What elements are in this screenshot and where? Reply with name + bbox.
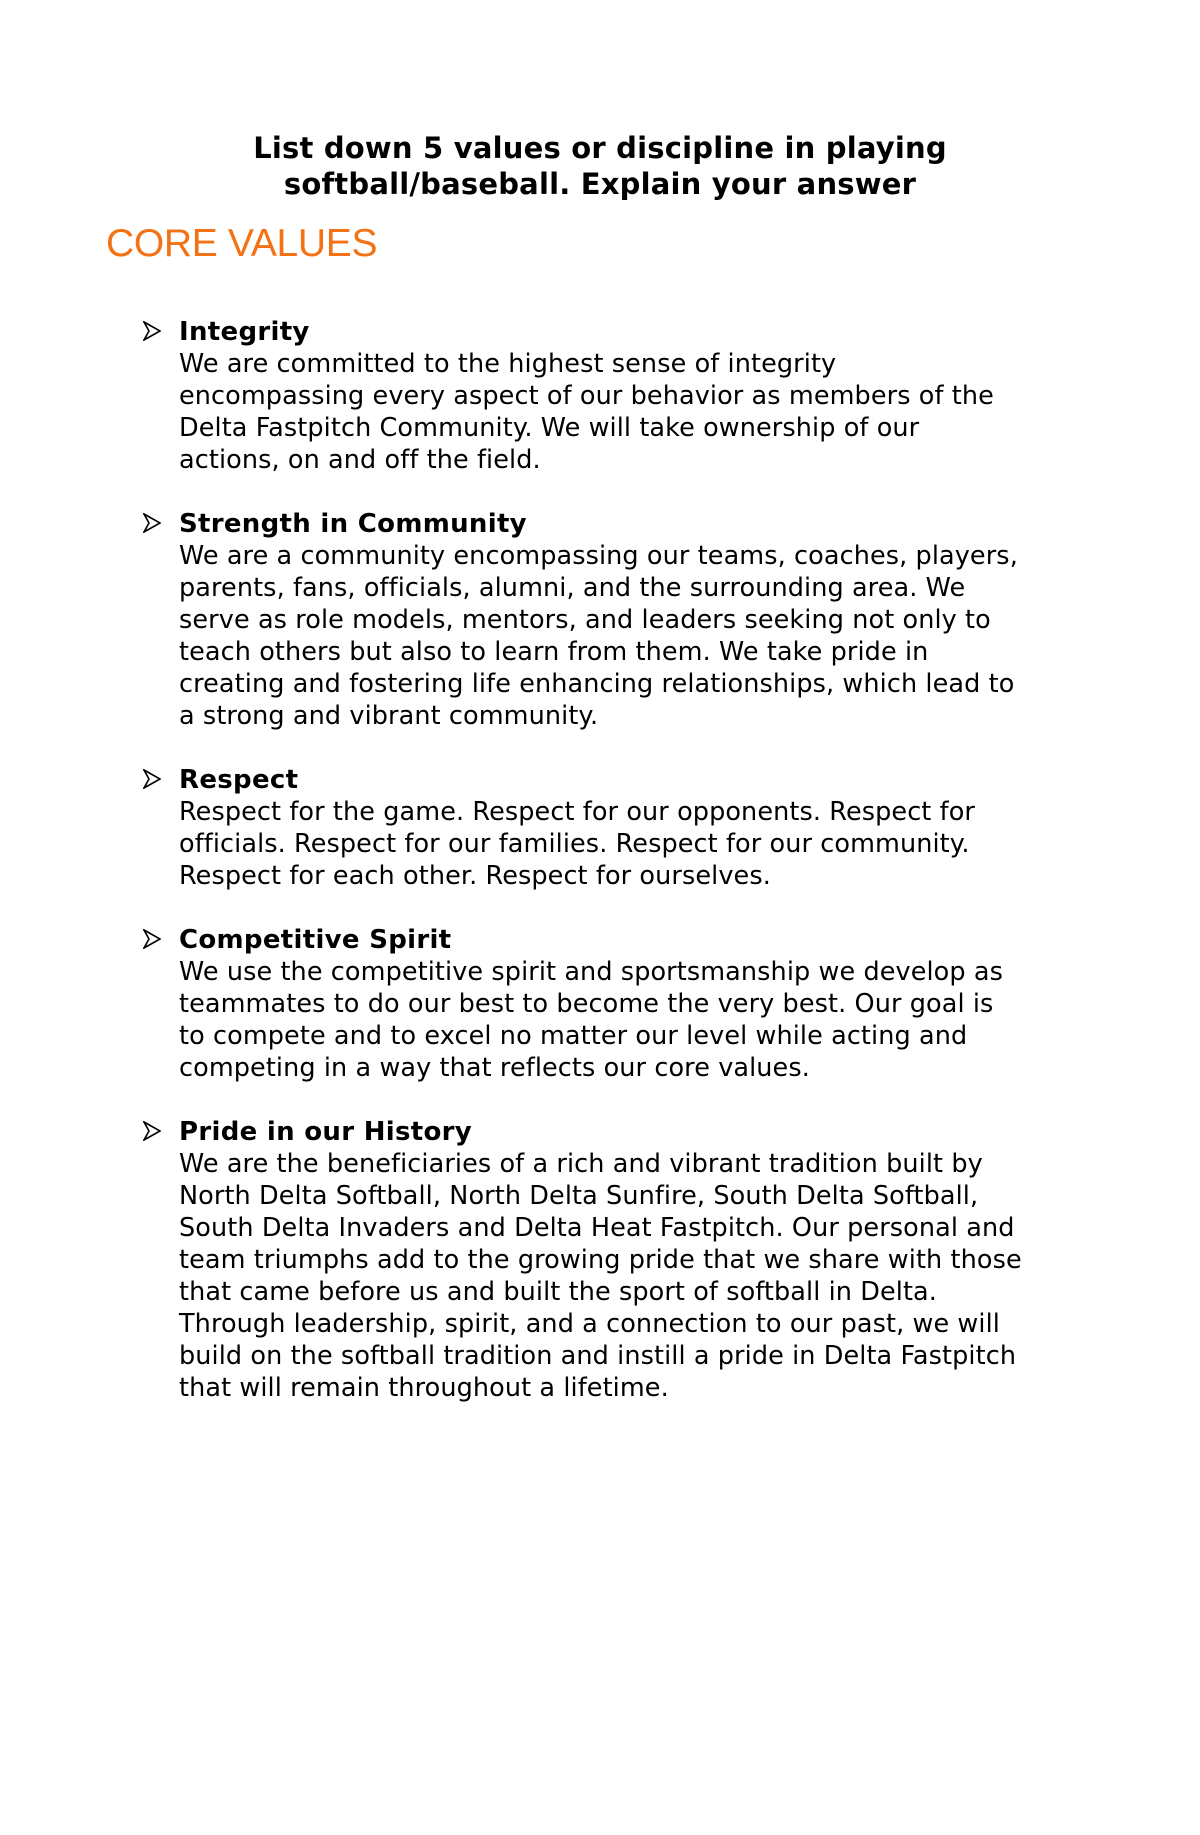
- core-values-list: [143, 316, 1103, 1436]
- value-title: Competitive Spirit: [179, 925, 452, 955]
- value-title: Strength in Community: [179, 509, 527, 539]
- value-description: We are a community encompassing our teams, coaches, players, parents, fans, officials, alumni, and the surrounding area. We serve as role models, mentors, and leaders seeking not only to teach others but also to learn from them. We take pride in creating and fostering life enhancing relationships, which lead to a strong and vibrant community.: [179, 541, 1018, 731]
- arrowhead-bullet-icon: [143, 929, 161, 949]
- core-values-heading: CORE VALUES: [106, 222, 378, 265]
- value-title: Respect: [179, 765, 299, 795]
- arrowhead-bullet-icon: [143, 769, 161, 789]
- value-description: Respect for the game. Respect for our opponents. Respect for officials. Respect for our families. Respect for our community. Respect for each other. Respect for ourselves.: [179, 797, 975, 891]
- value-title: Integrity: [179, 317, 310, 347]
- value-description: We are the beneficiaries of a rich and vibrant tradition built by North Delta Softball, North Delta Sunfire, South Delta Softball, South Delta Invaders and Delta Heat Fastpitch. Our personal and team triumphs add to the growing pride that we share with those that came before us and built the sport of softball in Delta. Through leadership, spirit, and a connection to our past, we will build on the softball tradition and instill a pride in Delta Fastpitch that will remain throughout a lifetime.: [179, 1149, 1022, 1403]
- arrowhead-bullet-icon: [143, 321, 161, 341]
- value-item-respect: [143, 764, 1103, 892]
- arrowhead-bullet-icon: [143, 513, 161, 533]
- question-title: List down 5 values or discipline in playing softball/baseball. Explain your answer: [253, 131, 947, 201]
- value-description: We are committed to the highest sense of integrity encompassing every aspect of our behavior as members of the Delta Fastpitch Community. We will take ownership of our actions, on and off the field.: [179, 349, 994, 475]
- value-description: We use the competitive spirit and sportsmanship we develop as teammates to do our best to become the very best. Our goal is to compete and to excel no matter our level while acting and competing in a way that reflects our core values.: [179, 957, 1003, 1083]
- value-title: Pride in our History: [179, 1117, 473, 1147]
- value-item-pride-in-our-history: [143, 1116, 1103, 1404]
- value-item-strength-in-community: [143, 508, 1103, 732]
- value-item-integrity: [143, 316, 1103, 476]
- arrowhead-bullet-icon: [143, 1121, 161, 1141]
- value-item-competitive-spirit: [143, 924, 1103, 1084]
